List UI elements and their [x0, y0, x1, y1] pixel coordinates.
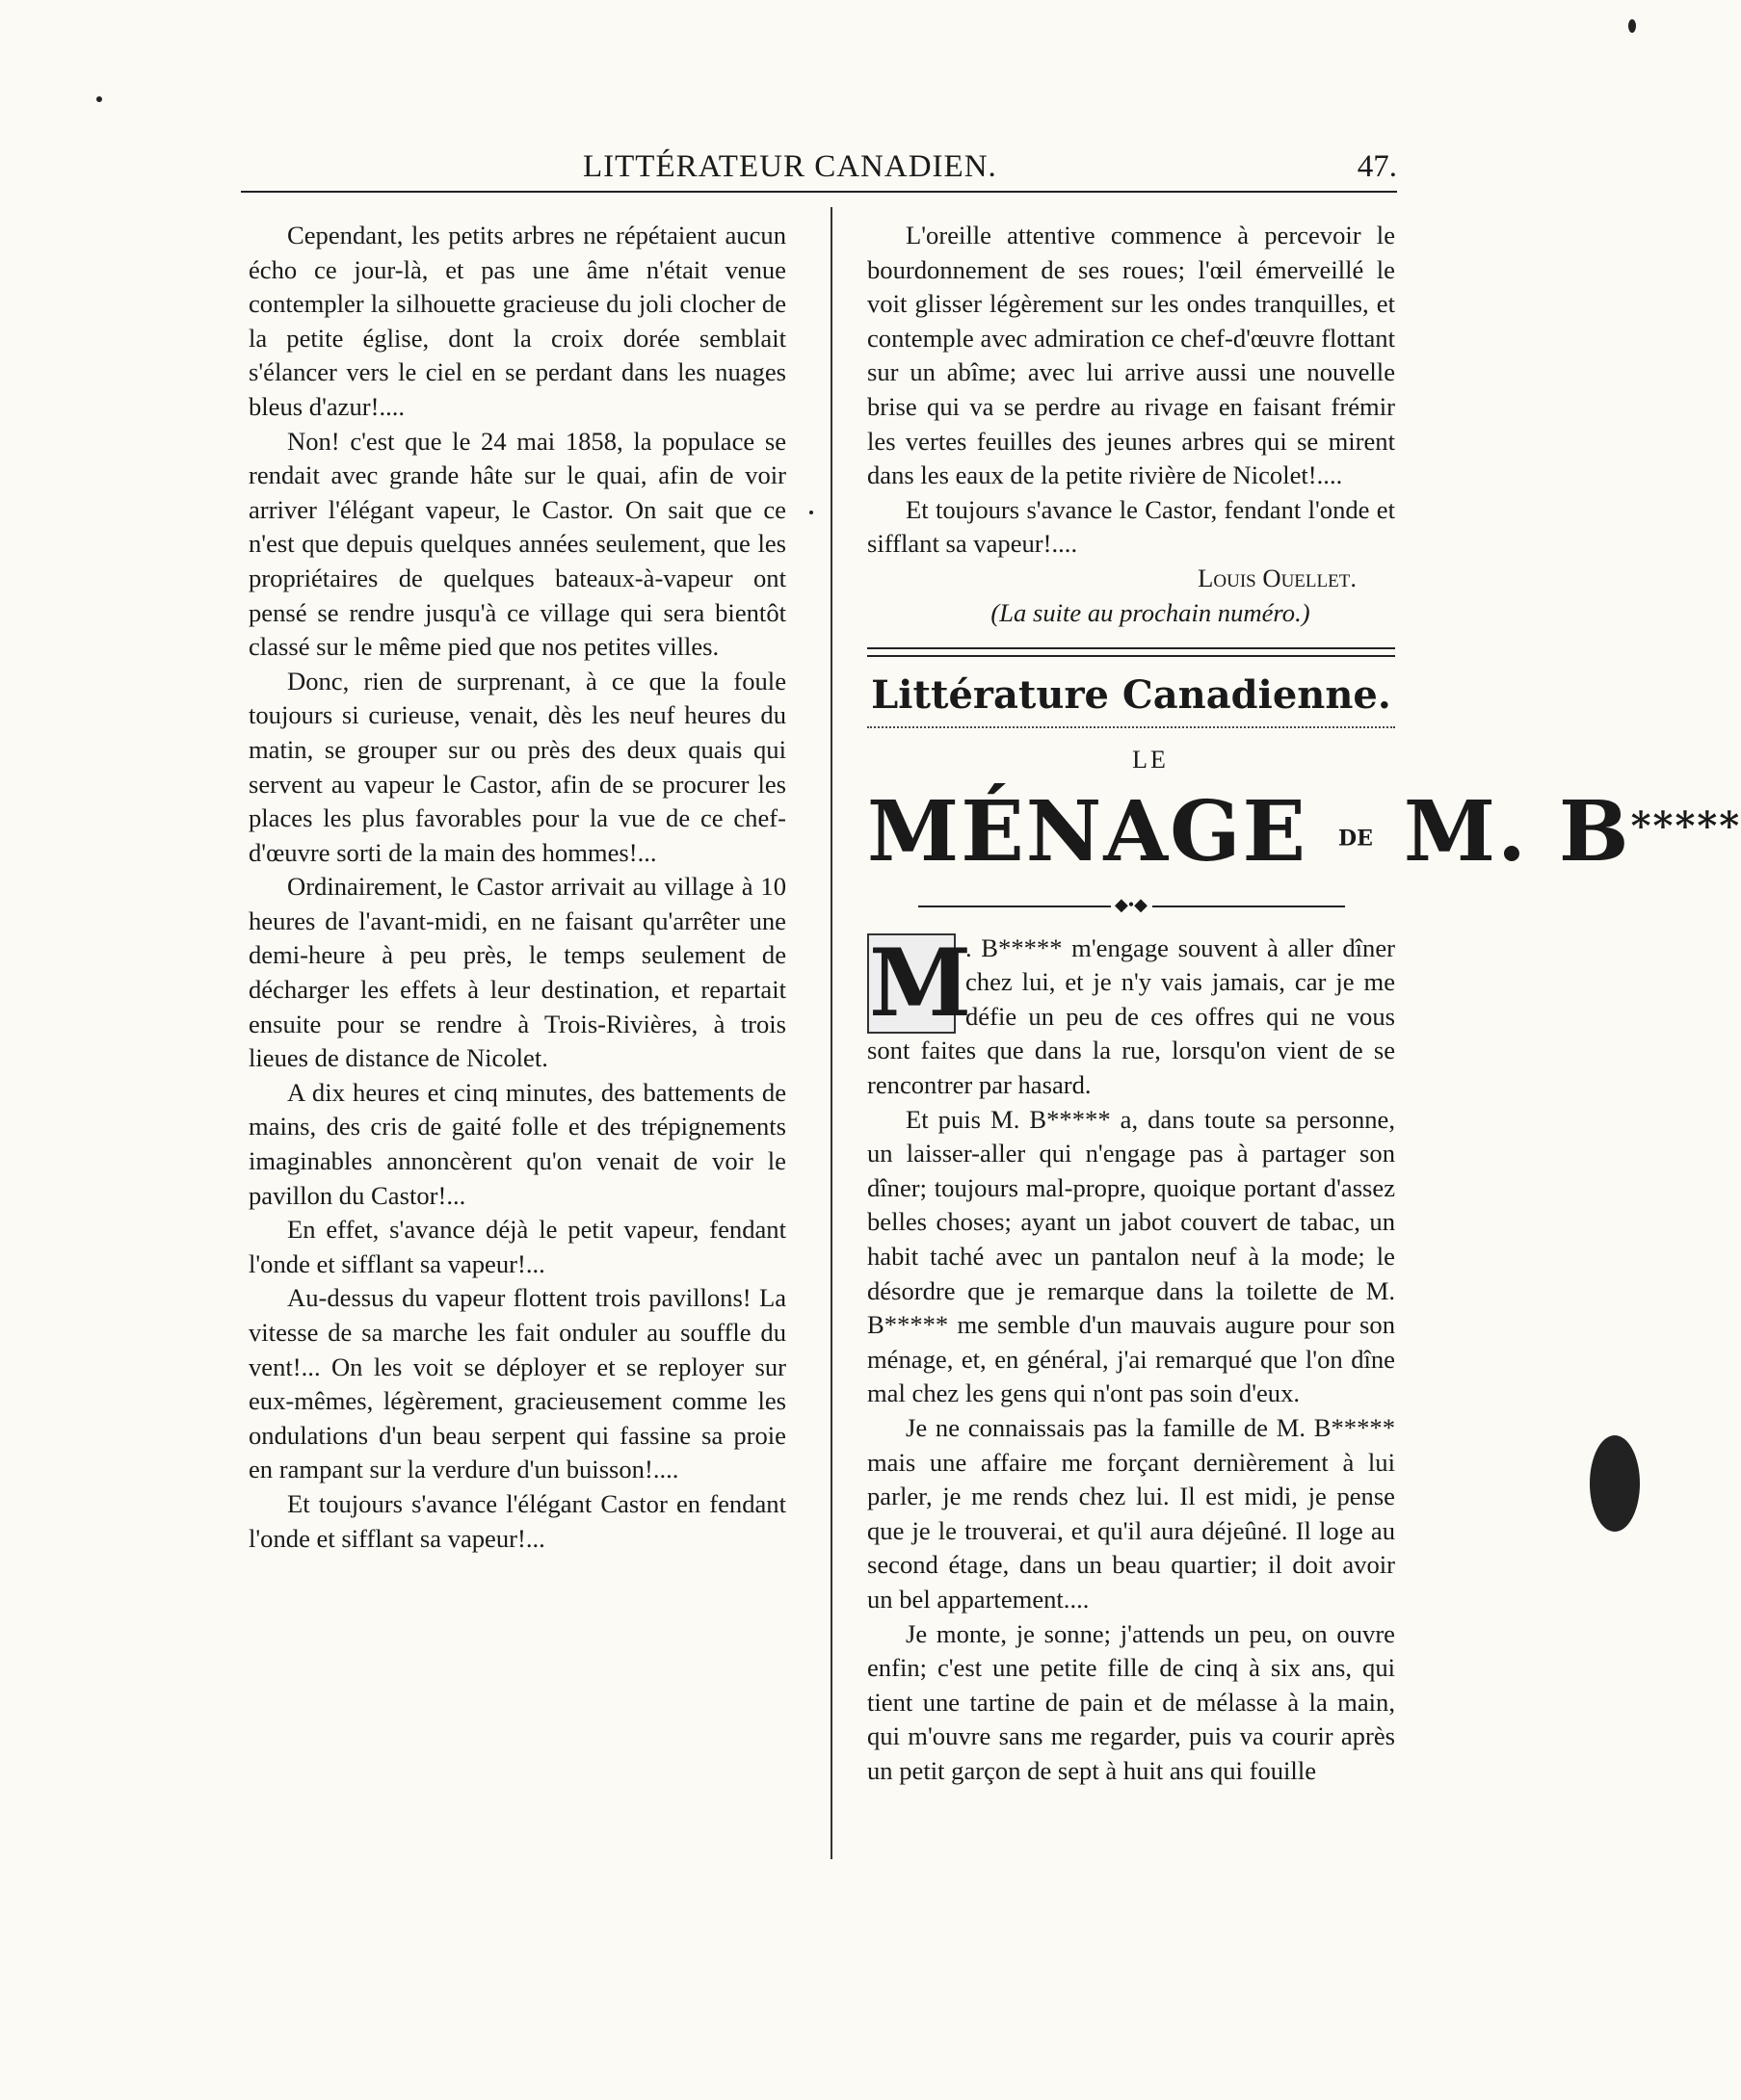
continuation-note: (La suite au prochain numéro.)	[990, 597, 1310, 627]
paragraph: . B***** m'engage souvent à aller dîner chez lui, et je n'y vais jamais, car je me défie un peu de ces offres qui ne vous sont faites que dans la rue, lorsqu'on vient de se rencontrer par hasard.	[867, 932, 1395, 1099]
paragraph: Donc, rien de surprenant, à ce que la foule toujours si curieuse, venait, dès les neuf heures du matin, se grouper sur ou près des deux quais qui servent au vapeur le Castor, afin de se procurer les places les plus favorables pour la vue de ce chef-d'œuvre sorti de la main des hommes!...	[249, 666, 786, 867]
paragraph: Non! c'est que le 24 mai 1858, la populace se rendait avec grande hâte sur le quai, afin de voir arriver l'élégant vapeur, le Castor. On sait que ce n'est que depuis quelques années seulement, que les propriétaires de quelques bateaux-à-vapeur ont pensé se rendre jusqu'à ce village qui sera bientôt classé sur le même pied que nos petites villes.	[249, 426, 786, 662]
article-prefix: LE	[1132, 746, 1169, 774]
ink-speck	[96, 96, 102, 102]
title-ornament: ◆•◆	[867, 891, 1395, 918]
paragraph: Et puis M. B***** a, dans toute sa personne, un laisser-aller qui n'engage pas à partager son dîner; toujours mal-propre, quoique portant d'assez belles choses; ayant un jabot couvert de tabac, un habit taché avec un pantalon neuf à la mode; le désordre que je remarque dans la toilette de M. B***** me semble d'un mauvais augure pour son ménage, et, en général, j'ai remarqué que l'on dîne mal chez les gens qui n'ont pas soin d'eux.	[867, 1104, 1395, 1408]
right-column	[867, 219, 1741, 1788]
ink-speck	[809, 511, 813, 514]
left-column	[249, 219, 786, 1556]
story-title-stars: *****	[1630, 803, 1741, 850]
paragraph: En effet, s'avance déjà le petit vapeur, fendant l'onde et sifflant sa vapeur!...	[249, 1215, 786, 1278]
ink-speck	[1628, 19, 1636, 33]
drop-cap: M	[869, 928, 972, 1037]
section-divider	[867, 647, 1395, 657]
section-heading: Littérature Canadienne.	[871, 672, 1391, 719]
ink-blot	[1590, 1435, 1640, 1532]
paragraph: Et toujours s'avance l'élégant Castor en fendant l'onde et sifflant sa vapeur!...	[249, 1488, 786, 1553]
paragraph: A dix heures et cinq minutes, des battements de mains, des cris de gaité folle et des trépignements imaginables annoncèrent qu'on venait de voir le pavillon du Castor!...	[249, 1077, 786, 1210]
page-number: 47.	[1357, 149, 1397, 184]
story-title-end: M. B	[1403, 783, 1631, 881]
paragraph: Cependant, les petits arbres ne répétaient aucun écho ce jour-là, et pas une âme n'était venue contempler la silhouette gracieuse du joli clocher de la petite église, dont la croix dorée semblait s'élancer vers le ciel en se perdant dans les nuages bleus d'azur!....	[249, 221, 786, 421]
paragraph: Et toujours s'avance le Castor, fendant l'onde et sifflant sa vapeur!....	[867, 494, 1395, 559]
story-title-main: MÉNAGE	[867, 783, 1308, 881]
header-rule	[241, 191, 1397, 193]
column-divider	[831, 207, 832, 1859]
author-signature: Louis Ouellet.	[1198, 563, 1357, 592]
paragraph: Je monte, je sonne; j'attends un peu, on ouvre enfin; c'est une petite fille de cinq à six ans, qui tient une tartine de pain et de mélasse à la main, qui m'ouvre sans me regarder, puis va courir après un petit garçon de sept à huit ans qui fouille	[867, 1618, 1395, 1785]
ornamental-divider	[867, 726, 1395, 734]
paragraph: Au-dessus du vapeur flottent trois pavillons! La vitesse de sa marche les fait onduler au souffle du vent!... On les voit se déployer et se reployer sur eux-mêmes, légèrement, gracieusement comme les ondulations d'un beau serpent qui fassine sa proie en rampant sur la verdure d'un buisson!....	[249, 1283, 786, 1484]
paragraph: L'oreille attentive commence à percevoir le bourdonnement de ses roues; l'œil émerveillé le voit glisser légèrement sur les ondes tranquilles, et contemple avec admiration ce chef-d'œuvre flottant sur un abîme; avec lui arrive aussi une nouvelle brise qui va se perdre au rivage en faisant frémir les vertes feuilles des jeunes arbres qui se mirent dans les eaux de la petite rivière de Nicolet!....	[867, 221, 1395, 490]
page-header	[241, 149, 1397, 188]
story-title	[867, 783, 1741, 887]
story-title-de: DE	[1338, 826, 1373, 852]
paragraph: Je ne connaissais pas la famille de M. B***** mais une affaire me forçant dernièrement à lui parler, je me rends chez lui. Il est midi, je pense que je le trouverai, et qu'il aura déjeûné. Il loge au second étage, dans un beau quartier; il doit avoir un bel appartement....	[867, 1412, 1395, 1614]
running-title: LITTÉRATEUR CANADIEN.	[583, 149, 997, 184]
paragraph: Ordinairement, le Castor arrivait au village à 10 heures de l'avant-midi, en ne faisant qu'arrêter une demi-heure à peu près, le temps seulement de décharger les effets à leur destination, et repartait ensuite pour se rendre à Trois-Rivières, à trois lieues de distance de Nicolet.	[249, 872, 786, 1073]
